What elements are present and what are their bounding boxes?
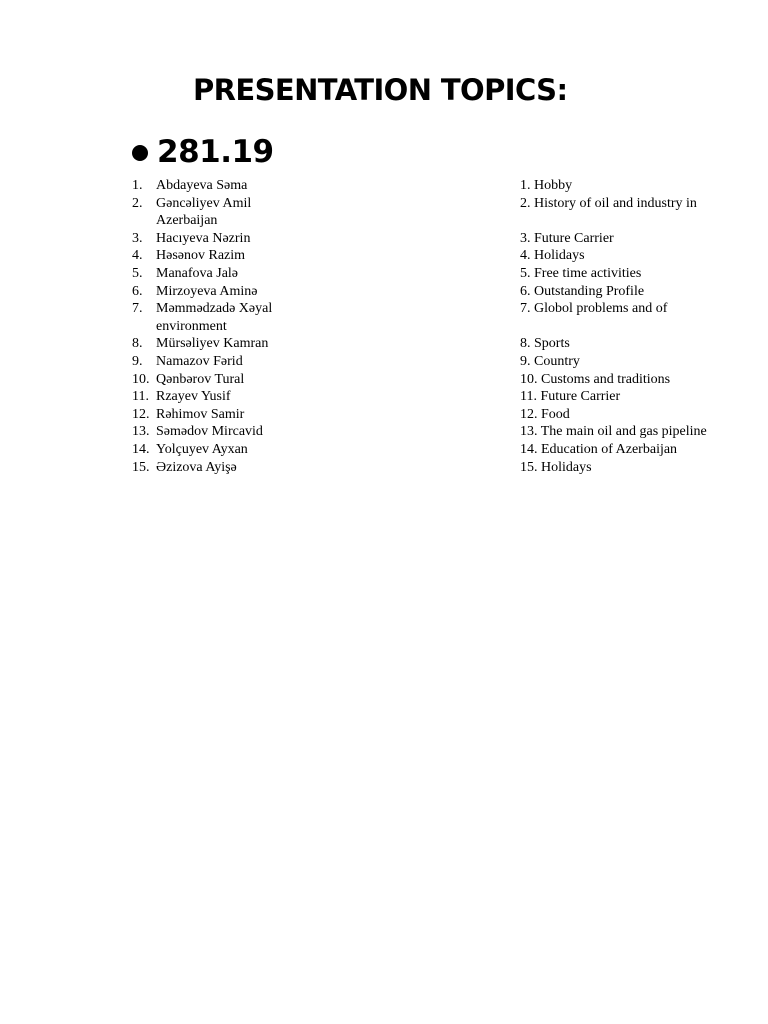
list-item [132, 459, 291, 477]
student-name: Mirzoyeva Aminə [156, 283, 258, 299]
topic-text: 10. Customs and traditions [520, 371, 671, 387]
list-item [132, 371, 291, 389]
list-item [520, 283, 707, 301]
topic-text: 8. Sports [520, 336, 570, 352]
item-number: 9. [132, 353, 143, 369]
item-number: 13. [132, 424, 150, 440]
item-number: 7. [132, 301, 143, 317]
student-name: Əzizova Ayişə [156, 459, 237, 475]
student-name: Həsənov Razim [156, 248, 246, 264]
student-name: Namazov Fərid [156, 353, 243, 369]
item-number: 15. [132, 459, 150, 475]
student-name: Səmədov Mircavid [156, 424, 263, 440]
topic-text: 5. Free time activities [520, 265, 642, 281]
list-item [520, 195, 707, 230]
list-item [520, 371, 707, 389]
page-title: PRESENTATION TOPICS: [193, 73, 568, 107]
topic-text: 6. Outstanding Profile [520, 283, 645, 299]
student-name: Manafova Jalə [156, 265, 239, 281]
item-number: 8. [132, 336, 143, 352]
list-item [520, 265, 707, 283]
student-name: Rzayev Yusif [156, 389, 231, 405]
topic-text: 11. Future Carrier [520, 389, 621, 405]
item-number: 2. [132, 195, 143, 211]
item-number: 4. [132, 248, 143, 264]
list-item [132, 388, 291, 406]
list-item [132, 177, 291, 195]
list-item [132, 283, 291, 301]
student-list [132, 177, 291, 476]
topic-text: 12. Food [520, 406, 570, 422]
list-item [520, 300, 707, 335]
list-item [132, 441, 291, 459]
list-item [520, 353, 707, 371]
student-name: Qənbərov Tural [156, 371, 245, 387]
topic-text: 7. Globol problems and of [520, 301, 668, 317]
student-name: Rəhimov Samir [156, 406, 245, 422]
item-number: 1. [132, 178, 143, 193]
list-item [520, 177, 707, 195]
list-item [520, 388, 707, 406]
student-name: Mürsəliyev Kamran [156, 336, 269, 352]
item-number: 12. [132, 406, 150, 422]
item-number: 14. [132, 441, 150, 457]
topic-text: 15. Holidays [520, 459, 592, 475]
student-name: Hacıyeva Nəzrin [156, 230, 251, 246]
item-number: 3. [132, 230, 143, 246]
topic-text: 2. History of oil and industry in [520, 195, 697, 211]
list-item [132, 335, 291, 353]
list-item [520, 423, 707, 441]
topic-text: 1. Hobby [520, 178, 573, 193]
topic-text: 3. Future Carrier [520, 230, 614, 246]
topic-list [520, 177, 707, 476]
list-item [132, 247, 291, 265]
list-item [132, 406, 291, 424]
student-name: Abdayeva Səma [156, 178, 248, 193]
list-item [132, 195, 291, 230]
student-name: Gəncəliyev Amil Azerbaijan [156, 195, 252, 229]
list-item [132, 265, 291, 283]
group-heading [132, 130, 274, 174]
list-item [520, 335, 707, 353]
student-name: Məmmədzadə Xəyal environment [156, 301, 273, 334]
topic-text: 13. The main oil and gas pipeline [520, 424, 707, 440]
list-item [132, 353, 291, 371]
item-number: 11. [132, 389, 149, 405]
item-number: 10. [132, 371, 150, 387]
list-item [132, 230, 291, 248]
item-number: 5. [132, 265, 143, 281]
bullet-icon [132, 145, 148, 161]
list-item [520, 459, 707, 477]
student-name: Yolçuyev Ayxan [156, 441, 248, 457]
list-item [520, 247, 707, 265]
item-number: 6. [132, 283, 143, 299]
topic-text: 14. Education of Azerbaijan [520, 441, 678, 457]
list-item [132, 300, 291, 335]
topic-text: 4. Holidays [520, 248, 585, 264]
group-code: 281.19 [157, 134, 274, 170]
list-item [132, 423, 291, 441]
list-item [520, 230, 707, 248]
list-item [520, 406, 707, 424]
topic-text: 9. Country [520, 353, 580, 369]
list-item [520, 441, 707, 459]
